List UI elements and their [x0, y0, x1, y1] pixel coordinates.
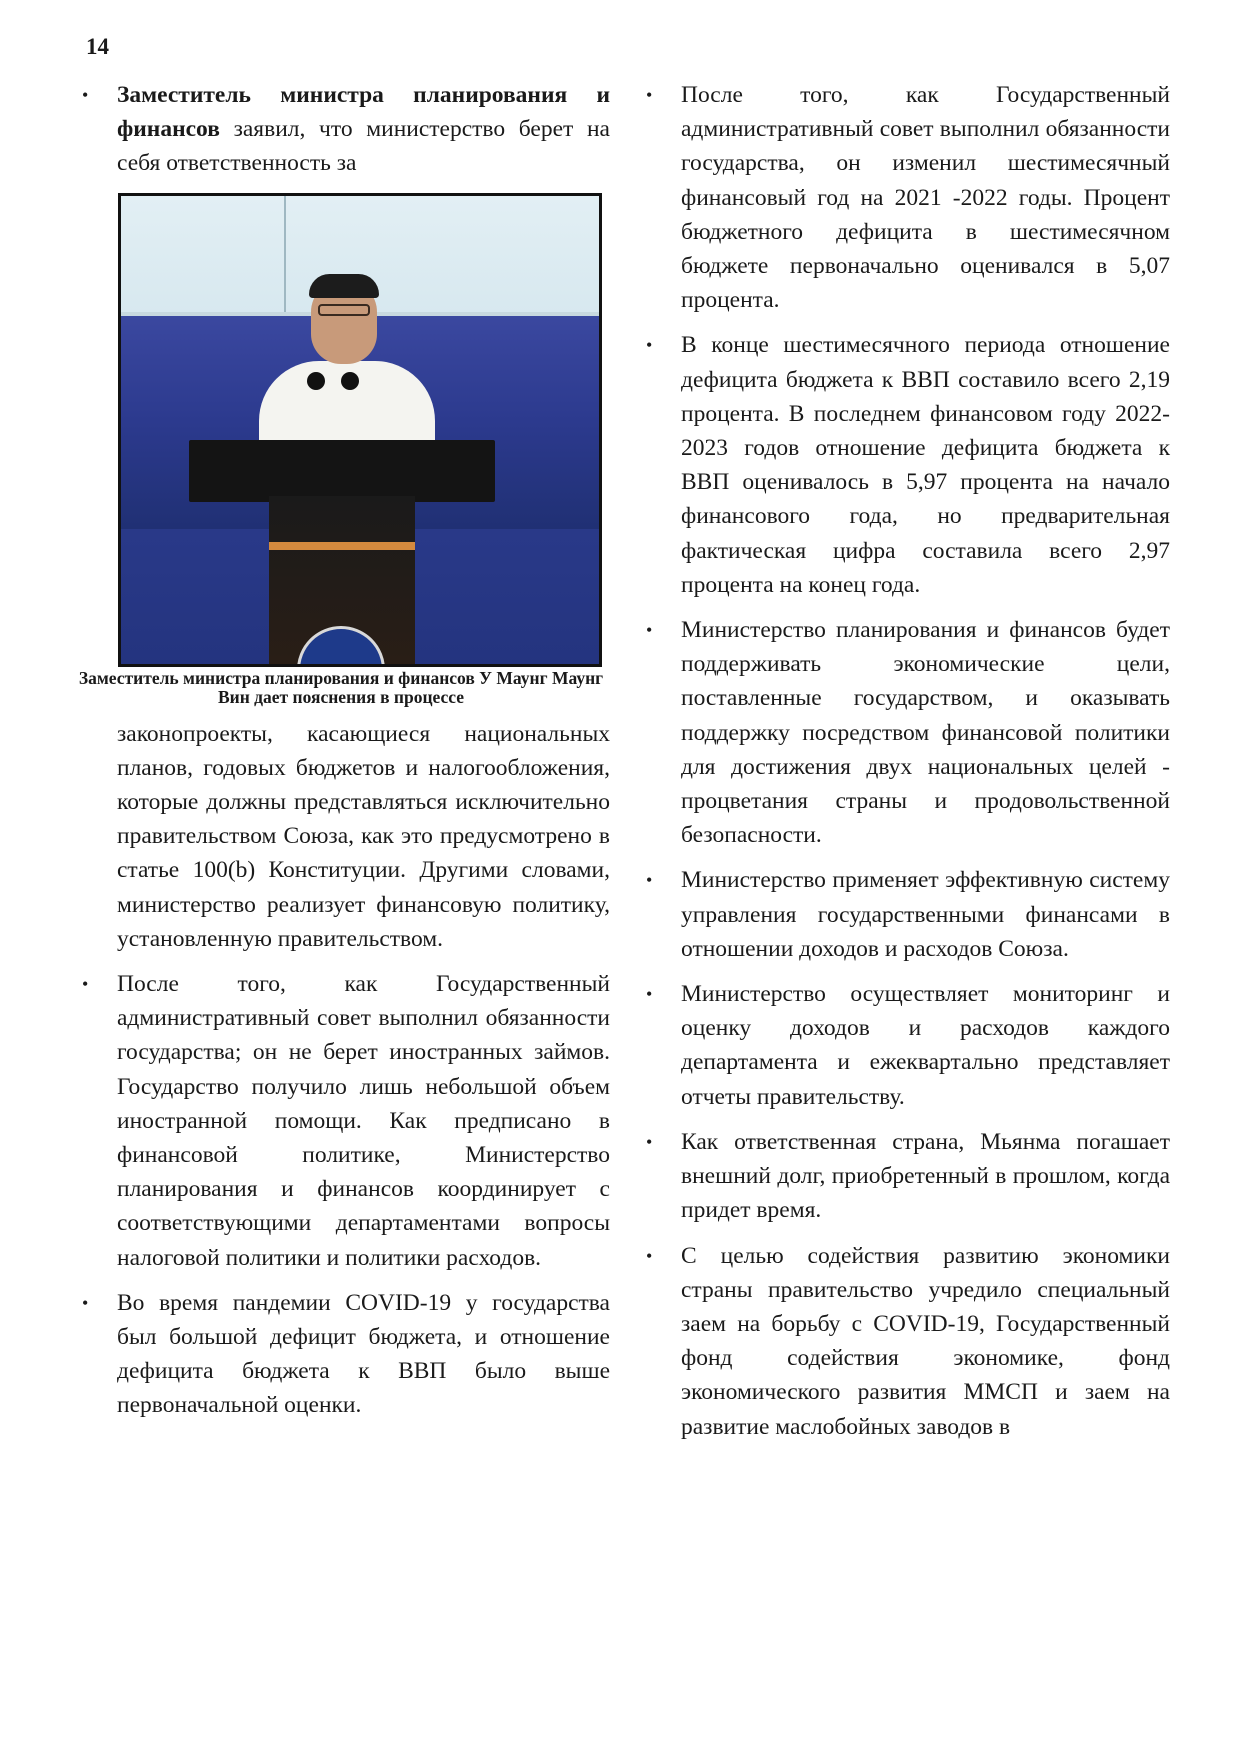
bullet-icon: • — [646, 870, 653, 891]
paragraph: С целью содействия развитию экономики страны правительство учредило специальный заем на борьбу с COVID-19, Государственный фонд содействия экономике, фонд экономического развития ММСП и заем на развитие маслобойных заводов в — [681, 1242, 1170, 1440]
bullet-icon: • — [646, 1245, 653, 1266]
bullet-item — [72, 967, 610, 1275]
bullet-item — [636, 78, 1170, 317]
left-column — [72, 78, 610, 1434]
bullet-item — [636, 613, 1170, 852]
paragraph: После того, как Государственный административный совет выполнил обязанности государства, он изменил шестимесячный финансовый год на 2021 -2022 годы. Процент бюджетного дефицита в шестимесячном бюджете первоначально оценивался в 5,07 процента. — [681, 82, 1170, 314]
bullet-item — [636, 863, 1170, 966]
paragraph — [117, 78, 610, 181]
paragraph: Министерство планирования и финансов будет поддерживать экономические цели, поставленные государством, и оказывать поддержку посредством финансовой политики для достижения двух национальных целей - процветания страны и продовольственной безопасности. — [681, 617, 1170, 849]
bullet-icon: • — [646, 620, 653, 641]
paragraph: В конце шестимесячного периода отношение дефицита бюджета к ВВП составило всего 2,19 процента. В последнем финансовом году 2022-2023 годов отношение дефицита бюджета к ВВП оценивалось в 5,97 процента на начало финансового года, но предварительная фактическая цифра составила всего 2,97 процента на конец года. — [681, 332, 1170, 598]
bullet-icon: • — [646, 335, 653, 356]
bullet-icon: • — [646, 1131, 653, 1152]
bullet-icon: • — [82, 85, 89, 105]
paragraph: Как ответственная страна, Мьянма погашает внешний долг, приобретенный в прошлом, когда придет время. — [681, 1128, 1170, 1224]
right-column — [636, 78, 1170, 1455]
bullet-icon: • — [646, 984, 653, 1005]
bullet-item — [636, 1125, 1170, 1228]
paragraph: Министерство осуществляет мониторинг и оценку доходов и расходов каждого департамента и ежеквартально представляет отчеты правительству. — [681, 981, 1170, 1110]
paragraph-continuation: законопроекты, касающиеся национальных планов, годовых бюджетов и налогообложения, которые должны представляться исключительно правительством Союза, как это предусмотрено в статье 100(b) Конституции. Другими словами, министерство реализует финансовую политику, установленную правительством. — [117, 720, 610, 952]
bold-lead: Заместитель министра планирования и финансов — [117, 82, 610, 143]
bullet-item — [636, 328, 1170, 602]
bullet-icon: • — [82, 1292, 89, 1313]
bullet-item — [636, 1239, 1170, 1444]
paragraph: После того, как Государственный административный совет выполнил обязанности государства; он не берет иностранных займов. Государство получило лишь небольшой объем иностранной помощи. Как предписано в финансовой политике, Министерство планирования и финансов координирует с соответствующими департаментами вопросы налоговой политики и политики расходов. — [117, 971, 610, 1271]
speaker-photo — [118, 193, 602, 667]
bullet-item — [72, 1286, 610, 1423]
bullet-icon: • — [646, 85, 653, 105]
bullet-item — [636, 977, 1170, 1114]
bullet-icon: • — [82, 974, 89, 995]
paragraph-text: заявил, что министерство берет на себя ответственность за — [117, 116, 610, 177]
bullet-item — [72, 78, 610, 181]
figure-caption: Заместитель министра планирования и финансов У Маунг Маунг Вин дает пояснения в процессе — [78, 667, 604, 707]
paragraph: Министерство применяет эффективную систему управления государственными финансами в отношении доходов и расходов Союза. — [681, 867, 1170, 962]
page-number: 14 — [86, 34, 109, 59]
paragraph: Во время пандемии COVID-19 у государства был большой дефицит бюджета, и отношение дефицита бюджета к ВВП было выше первоначальной оценки. — [117, 1289, 610, 1419]
figure — [72, 193, 610, 707]
